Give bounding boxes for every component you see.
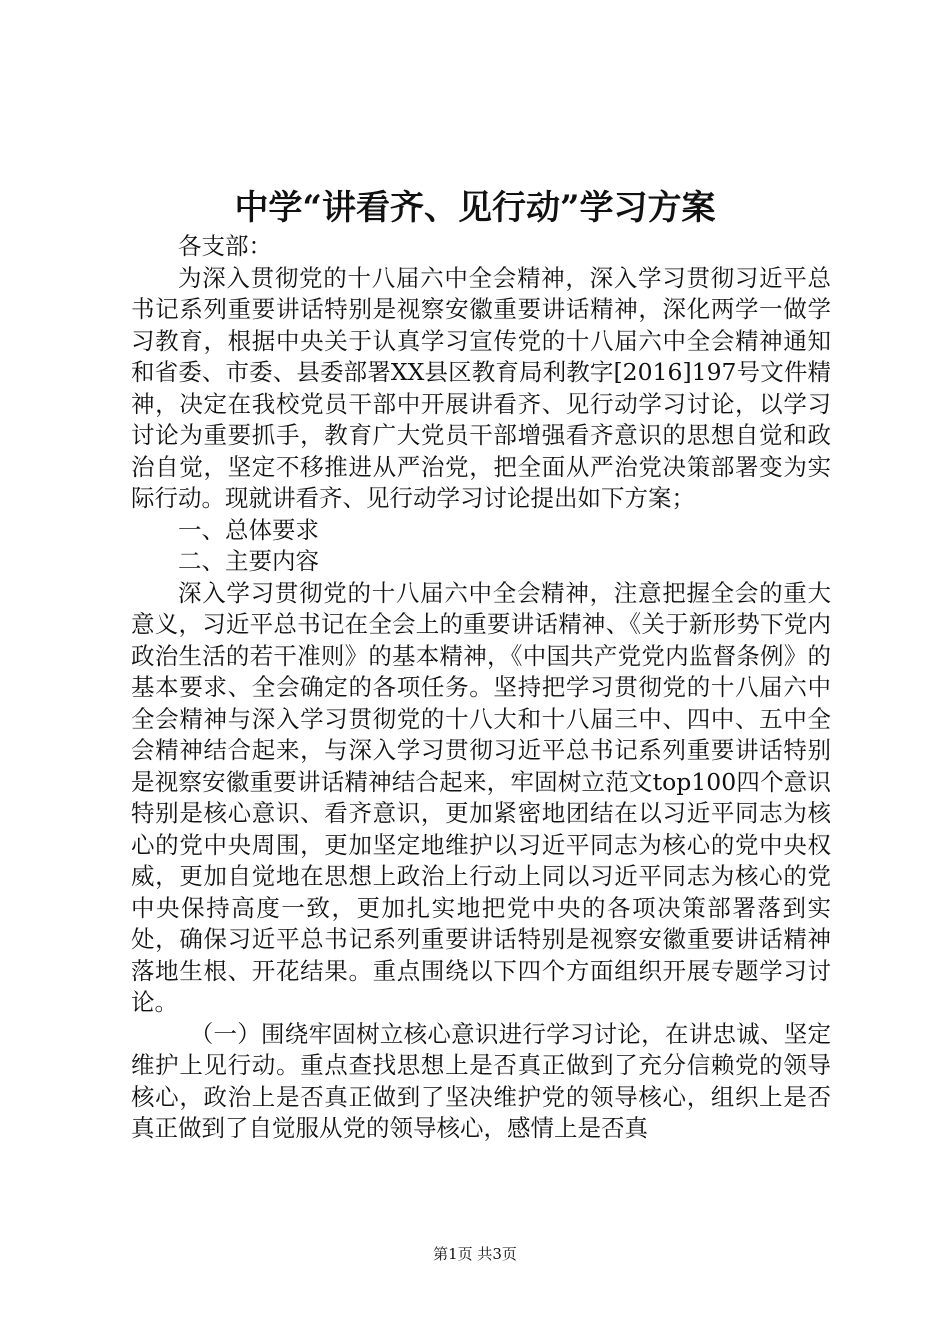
document-body — [131, 231, 831, 1145]
section-heading-general-requirements: 一、总体要求 — [178, 515, 319, 544]
salutation: 各支部： — [178, 232, 272, 260]
section-heading-main-content: 二、主要内容 — [178, 547, 319, 575]
page-title: 中学“讲看齐、见行动”学习方案 — [234, 188, 716, 228]
item-paragraph-1: （一）围绕牢固树立核心意识进行学习讨论，在讲忠诚、坚定维护上见行动。重点查找思想上是否真正做到了充分信赖党的领导核心，政治上是否真正做到了坚决维护党的领导核心，组织上是否真正做到了自觉服从党的领导核心，感情上是否真 — [131, 1019, 831, 1142]
page-footer: 第1页 共3页 — [433, 1245, 517, 1263]
intro-paragraph: 为深入贯彻党的十八届六中全会精神，深入学习贯彻习近平总书记系列重要讲话特别是视察安徽重要讲话精神，深化两学一做学习教育，根据中央关于认真学习宣传党的十八届六中全会精神通知和省委、市委、县委部署XX县区教育局利教字[2016]197号文件精神，决定在我校党员干部中开展讲看齐、见行动学习讨论，以学习讨论为重要抓手，教育广大党员干部增强看齐意识的思想自觉和政治自觉，坚定不移推进从严治党，把全面从严治党决策部署变为实际行动。现就讲看齐、见行动学习讨论提出如下方案； — [131, 263, 831, 512]
main-content-paragraph: 深入学习贯彻党的十八届六中全会精神，注意把握全会的重大意义，习近平总书记在全会上的重要讲话精神、《关于新形势下党内政治生活的若干准则》的基本精神，《中国共产党党内监督条例》的基本要求、全会确定的各项任务。坚持把学习贯彻党的十八届六中全会精神与深入学习贯彻党的十八大和十八届三中、四中、五中全会精神结合起来，与深入学习贯彻习近平总书记系列重要讲话特别是视察安徽重要讲话精神结合起来，牢固树立范文top100四个意识特别是核心意识、看齐意识，更加紧密地团结在以习近平同志为核心的党中央周围，更加坚定地维护以习近平同志为核心的党中央权威，更加自觉地在思想上政治上行动上同以习近平同志为核心的党中央保持高度一致，更加扎实地把党中央的各项决策部署落到实处，确保习近平总书记系列重要讲话特别是视察安徽重要讲话精神落地生根、开花结果。重点围绕以下四个方面组织开展专题学习讨论。 — [131, 578, 831, 1016]
